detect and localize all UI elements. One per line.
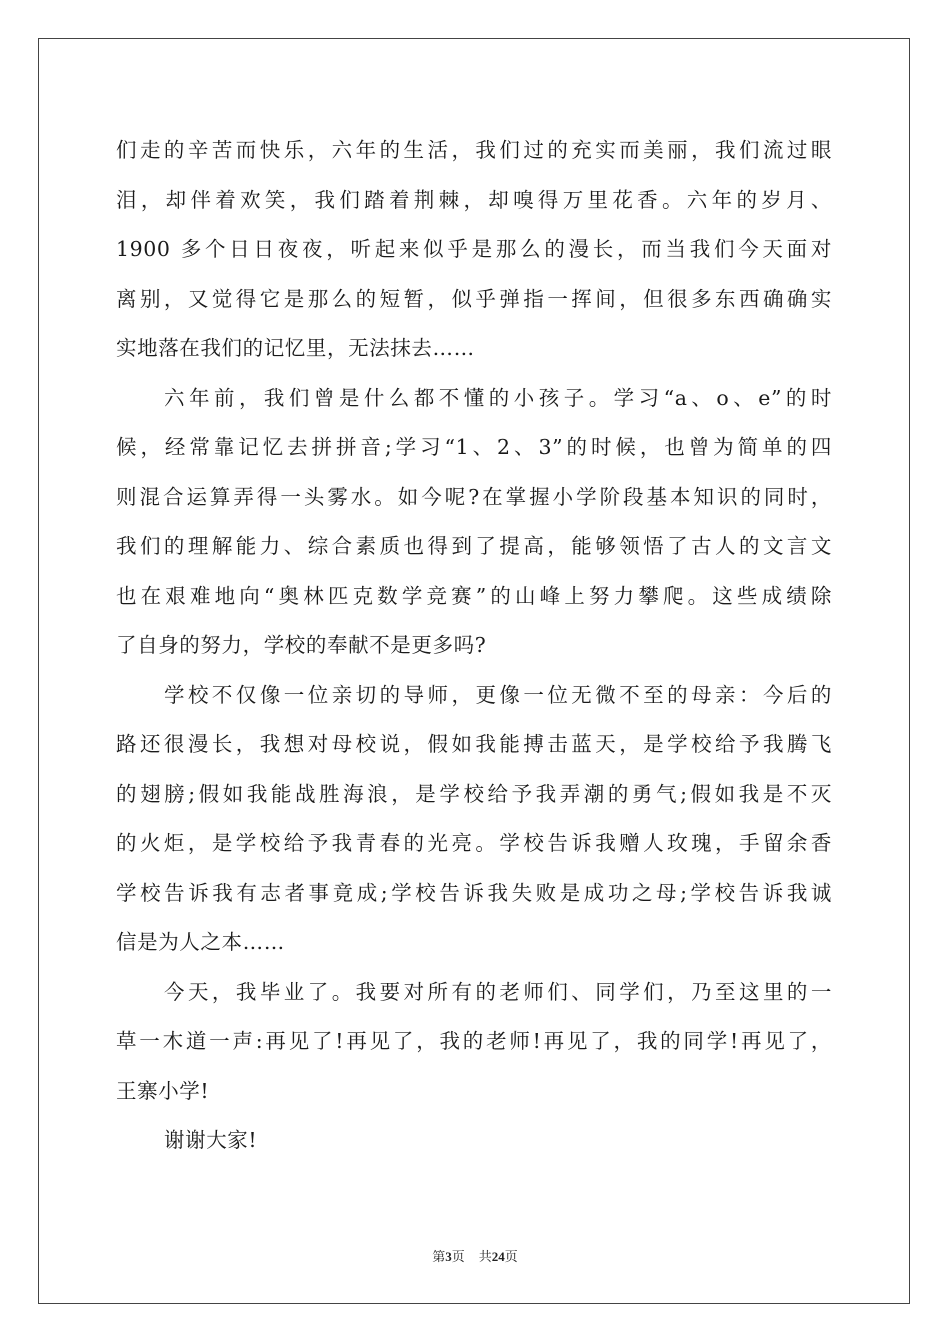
page-footer	[0, 1246, 950, 1265]
page-total: 24	[491, 1249, 505, 1264]
text-line: 草一木道一声:再见了!再见了，我的老师!再见了，我的同学!再见了，	[116, 1029, 832, 1053]
text-line: 泪，却伴着欢笑，我们踏着荆棘，却嗅得万里花香。六年的岁月、	[116, 187, 832, 212]
text-line: 离别，又觉得它是那么的短暂，似乎弹指一挥间，但很多东西确确实	[116, 286, 832, 311]
text-line: 王寨小学!	[116, 1078, 210, 1103]
paragraph-first-line: 今天，我毕业了。我要对所有的老师们、同学们，乃至这里的一	[164, 979, 832, 1004]
text-line: 1900 多个日日夜夜，听起来似乎是那么的漫长，而当我们今天面对	[116, 237, 832, 261]
text-line: 也在艰难地向“奥林匹克数学竞赛”的山峰上努力攀爬。这些成绩除	[116, 583, 832, 608]
page-current: 3	[445, 1249, 452, 1264]
text-line: 们走的辛苦而快乐，六年的生活，我们过的充实而美丽，我们流过眼	[116, 138, 832, 162]
text-line: 则混合运算弄得一头雾水。如今呢?在掌握小学阶段基本知识的同时，	[116, 484, 832, 509]
text-line: 候，经常靠记忆去拼拼音;学习“1、2、3”的时候，也曾为简单的四	[116, 435, 832, 459]
text-line: 路还很漫长，我想对母校说，假如我能搏击蓝天，是学校给予我腾飞	[116, 732, 832, 756]
text-line: 信是为人之本……	[116, 930, 285, 954]
page-suffix: 页	[451, 1249, 465, 1264]
text-line: 我们的理解能力、综合素质也得到了提高，能够领悟了古人的文言文	[116, 534, 832, 558]
page-prefix: 第	[432, 1249, 446, 1264]
paragraph-first-line: 六年前，我们曾是什么都不懂的小孩子。学习“a、o、e”的时	[164, 385, 832, 410]
text-line: 了自身的努力，学校的奉献不是更多吗?	[116, 633, 487, 657]
paragraph-first-line: 学校不仅像一位亲切的导师，更像一位无微不至的母亲：今后的	[164, 682, 832, 707]
total-prefix: 共	[478, 1249, 492, 1264]
document-body	[116, 126, 832, 1166]
closing-line: 谢谢大家!	[164, 1128, 258, 1152]
text-line: 学校告诉我有志者事竟成;学校告诉我失败是成功之母;学校告诉我诚	[116, 880, 832, 905]
text-line: 实地落在我们的记忆里，无法抹去……	[116, 336, 475, 360]
text-line: 的翅膀;假如我能战胜海浪，是学校给予我弄潮的勇气;假如我是不灭	[116, 781, 832, 806]
text-line: 的火炬，是学校给予我青春的光亮。学校告诉我赠人玫瑰，手留余香	[116, 831, 832, 855]
total-suffix: 页	[504, 1249, 518, 1264]
